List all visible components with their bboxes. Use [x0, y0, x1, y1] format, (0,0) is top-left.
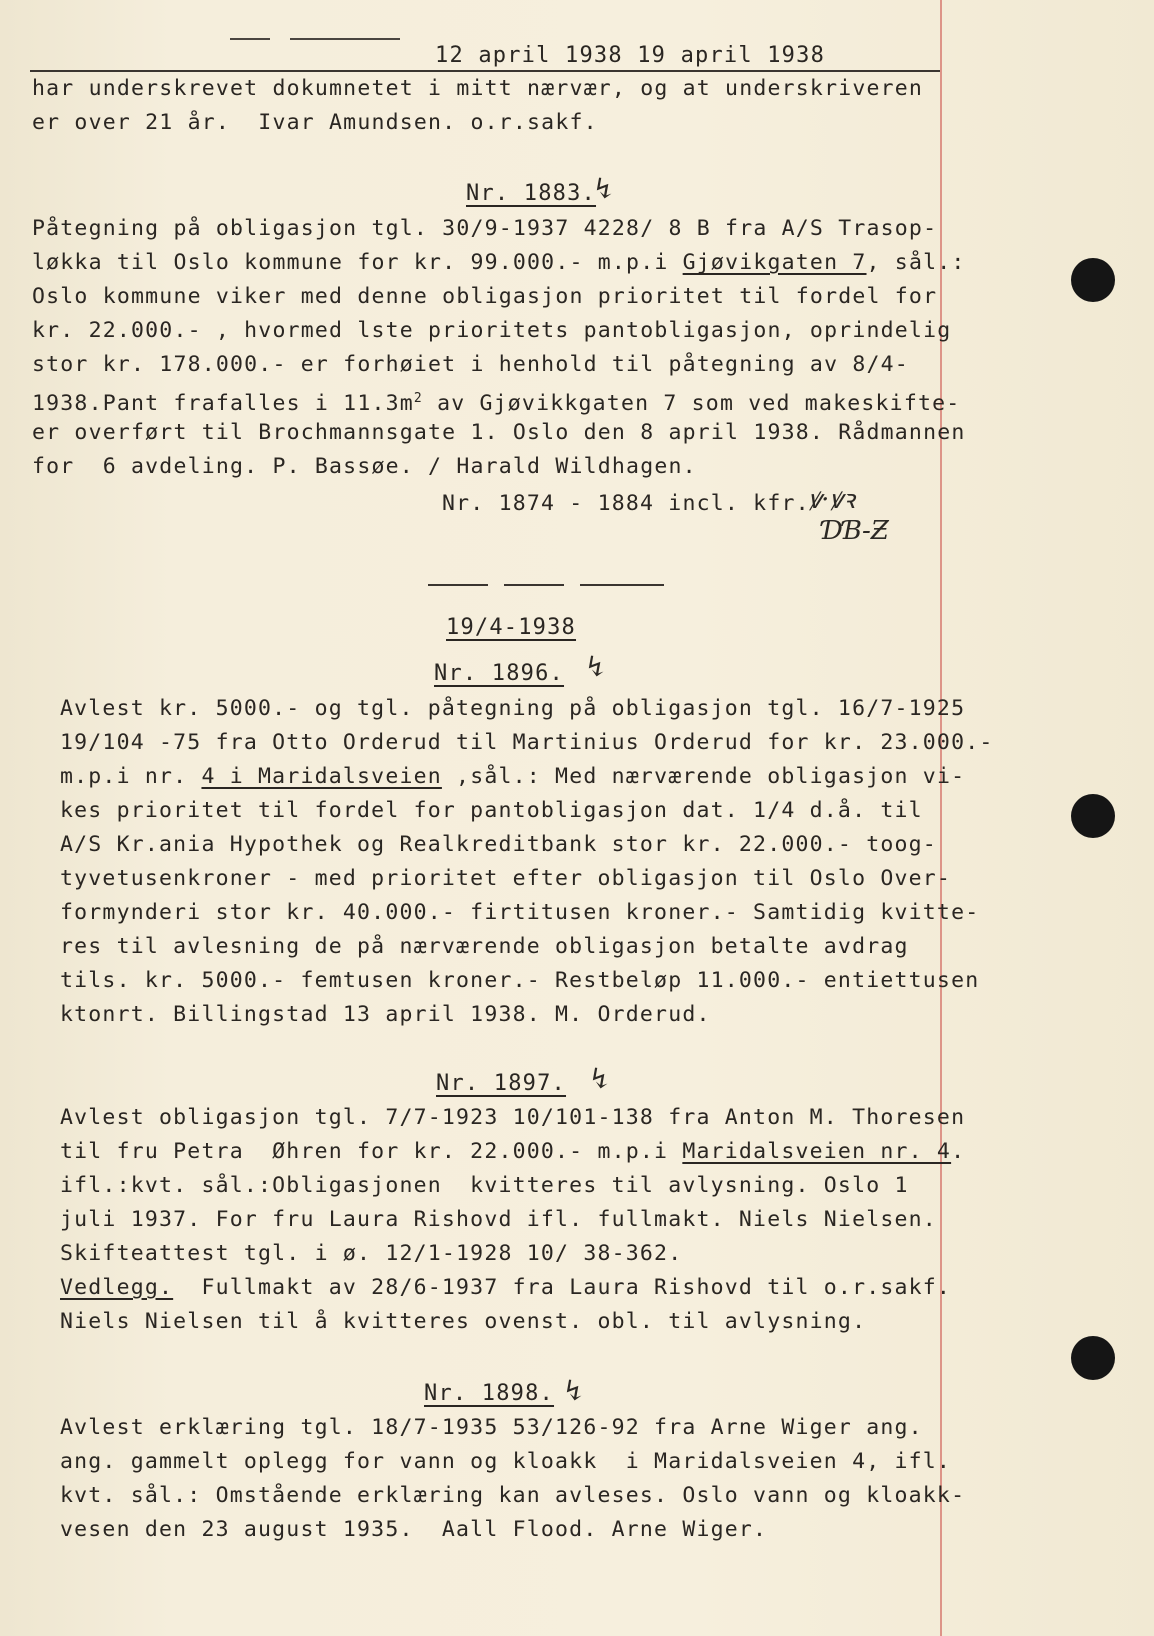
header-rule	[30, 70, 940, 72]
check-mark: ↯	[584, 650, 608, 683]
entry-line: kvt. sål.: Omstående erklæring kan avleses. Oslo vann og kloakk-	[60, 1483, 966, 1508]
entry-line: Oslo kommune viker med denne obligasjon prioritet til fordel for	[32, 284, 938, 309]
intro-line: har underskrevet dokumnetet i mitt nærvær, og at underskriveren	[32, 76, 924, 101]
entry-line: formynderi stor kr. 40.000.- firtitusen kroner.- Samtidig kvitte-	[60, 900, 980, 925]
margin-line	[940, 0, 942, 1636]
entry-line: Avlest obligasjon tgl. 7/7-1923 10/101-138 fra Anton M. Thoresen	[60, 1105, 966, 1130]
punch-hole	[1071, 794, 1115, 838]
signature: ƊƁ-Ƶ	[822, 516, 889, 546]
header-dash	[290, 38, 400, 40]
separator	[428, 584, 488, 586]
entry-number-1897: Nr. 1897.	[436, 1071, 567, 1096]
check-mark: ↯	[562, 1374, 586, 1407]
entry-line: 1938.Pant frafalles i $11.3m^2$ av Gjøvikkgaten 7 som ved makeskifte-	[32, 391, 961, 417]
entry-number-1883: Nr. 1883.	[466, 181, 597, 206]
entry-line: vesen den 23 august 1935. Aall Flood. Arne Wiger.	[60, 1517, 768, 1542]
entry-line: Påtegning på obligasjon tgl. 30/9-1937 4228/ 8 B fra A/S Trasop-	[32, 216, 938, 241]
entry-line: res til avlesning de på nærværende obligasjon betalte avdrag	[60, 934, 909, 959]
entry-line: ifl.:kvt. sål.:Obligasjonen kvitteres til avlysning. Oslo 1	[60, 1173, 909, 1198]
entry-line: A/S Kr.ania Hypothek og Realkreditbank stor kr. 22.000.- toog-	[60, 832, 937, 857]
separator	[580, 584, 664, 586]
entry-line: er overført til Brochmannsgate 1. Oslo den 8 april 1938. Rådmannen	[32, 420, 966, 445]
section-date: 19/4-1938	[446, 615, 577, 640]
entry-line: Vedlegg. Fullmakt av 28/6-1937 fra Laura Rishovd til o.r.sakf.	[60, 1275, 952, 1300]
entry-line: løkka til Oslo kommune for kr. 99.000.- m.p.i Gjøvikgaten 7, sål.:	[32, 250, 966, 275]
entry-line: 19/104 -75 fra Otto Orderud til Martinius Orderud for kr. 23.000.-	[60, 730, 994, 755]
entry-line: stor kr. 178.000.- er forhøiet i henhold til påtegning av 8/4-	[32, 352, 909, 377]
entry-line: m.p.i nr. 4 i Maridalsveien ,sål.: Med nærværende obligasjon vi-	[60, 764, 966, 789]
entry-line: tils. kr. 5000.- femtusen kroner.- Restbeløp 11.000.- entiettusen	[60, 968, 980, 993]
header-dash	[230, 38, 270, 40]
entry-line: ang. gammelt oplegg for vann og kloakk i Maridalsveien 4, ifl.	[60, 1449, 952, 1474]
entry-line: til fru Petra Øhren for kr. 22.000.- m.p.i Maridalsveien nr. 4.	[60, 1139, 966, 1164]
header-date: 12 april 1938 19 april 1938	[435, 43, 826, 68]
entry-line: Niels Nielsen til å kvitteres ovenst. obl. til avlysning.	[60, 1309, 867, 1334]
entry-line: kes prioritet til fordel for pantobligasjon dat. 1/4 d.å. til	[60, 798, 923, 823]
entry-number-1898: Nr. 1898.	[424, 1381, 555, 1406]
entry-line: Avlest kr. 5000.- og tgl. påtegning på obligasjon tgl. 16/7-1925	[60, 696, 966, 721]
check-mark: ↯	[592, 172, 616, 205]
punch-hole	[1071, 258, 1115, 302]
entry-line: Skifteattest tgl. i ø. 12/1-1928 10/ 38-362.	[60, 1241, 683, 1266]
entry-number-1896: Nr. 1896.	[434, 661, 565, 686]
entry-line: for 6 avdeling. P. Bassøe. / Harald Wildhagen.	[32, 454, 697, 479]
entry-line: tyvetusenkroner - med prioritet efter obligasjon til Oslo Over-	[60, 866, 952, 891]
reference-line: Nr. 1874 - 1884 incl. kfr.	[442, 491, 810, 516]
intro-line: er over 21 år. Ivar Amundsen. o.r.sakf.	[32, 110, 598, 135]
separator	[504, 584, 564, 586]
entry-line: kr. 22.000.- , hvormed lste prioritets pantobligasjon, oprindelig	[32, 318, 952, 343]
check-mark: ↯	[588, 1062, 612, 1095]
signature: ꝟ·ꝟꝛ	[808, 485, 855, 515]
punch-hole	[1071, 1336, 1115, 1380]
entry-line: Avlest erklæring tgl. 18/7-1935 53/126-92 fra Arne Wiger ang.	[60, 1415, 923, 1440]
entry-line: juli 1937. For fru Laura Rishovd ifl. fullmakt. Niels Nielsen.	[60, 1207, 937, 1232]
entry-line: ktonrt. Billingstad 13 april 1938. M. Orderud.	[60, 1002, 711, 1027]
